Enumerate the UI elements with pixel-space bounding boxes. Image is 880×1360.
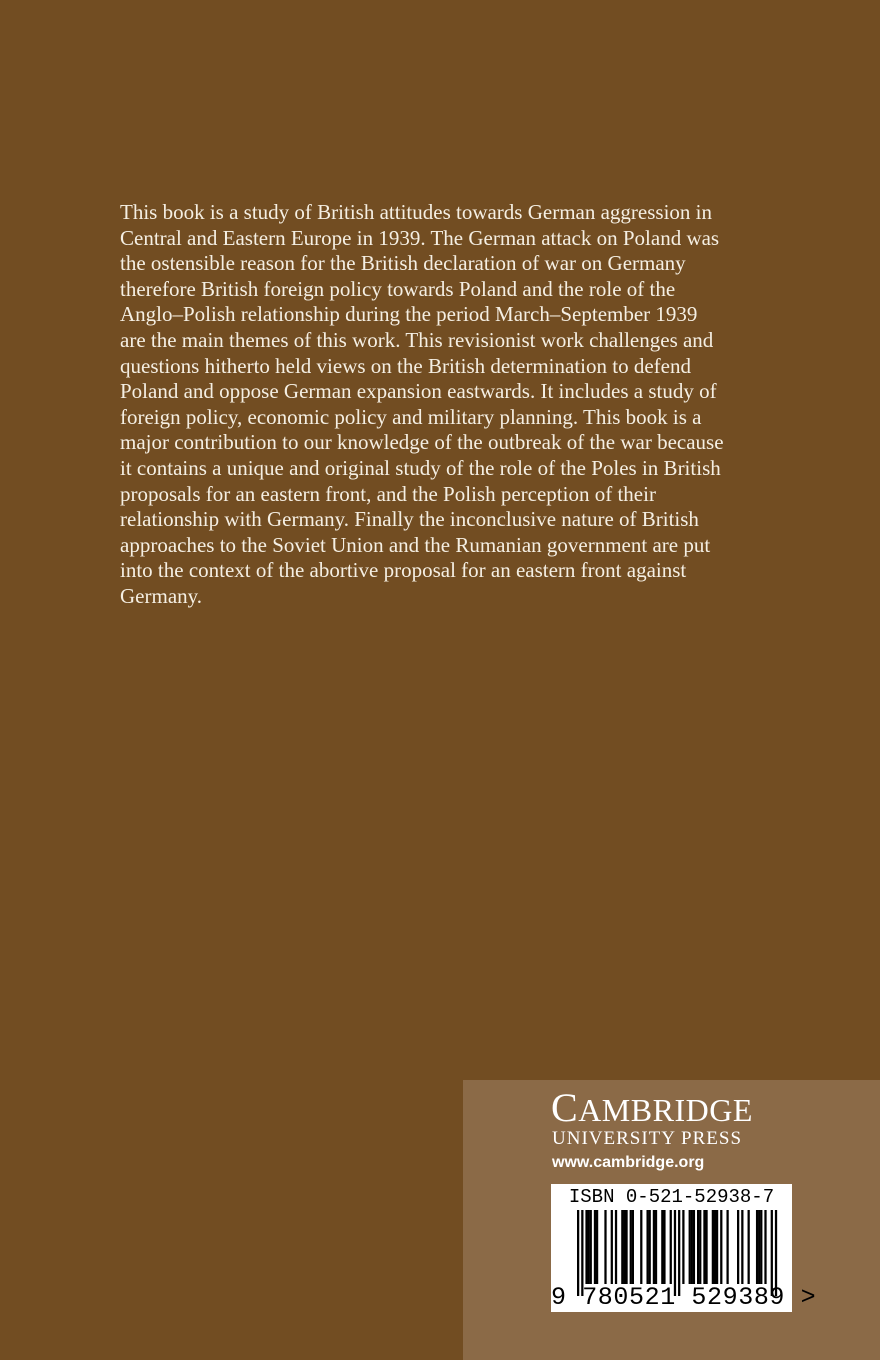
blurb-line: are the main themes of this work. This revisionist work challenges and: [120, 327, 714, 352]
barcode-bar: [604, 1210, 606, 1284]
barcode-bar: [699, 1210, 701, 1284]
barcode-bar: [594, 1210, 596, 1284]
blurb-line: foreign policy, economic policy and military planning. This book is a: [120, 404, 702, 429]
blurb-line: approaches to the Soviet Union and the Rumanian government are put: [120, 532, 711, 557]
blurb-line: This book is a study of British attitudes towards German aggression in: [120, 200, 713, 224]
blurb-line: relationship with Germany. Finally the inconclusive nature of British: [120, 507, 699, 532]
blurb-line: the ostensible reason for the British declaration of war on Germany: [120, 251, 686, 276]
barcode-bar: [748, 1210, 750, 1284]
barcode-bar: [670, 1210, 672, 1284]
blurb-line: into the context of the abortive proposal for an eastern front against: [120, 558, 687, 583]
barcode-bar: [585, 1210, 587, 1284]
barcode-bar: [646, 1210, 648, 1284]
barcode-bar: [640, 1210, 642, 1284]
blurb-line: therefore British foreign policy towards Poland and the role of the: [120, 276, 676, 301]
isbn-label: ISBN 0-521-52938-7: [568, 1186, 775, 1208]
barcode-bar: [630, 1210, 632, 1284]
barcode-bar: [712, 1210, 714, 1284]
barcode-bar: [682, 1210, 684, 1284]
barcode-bar: [716, 1210, 718, 1284]
barcode-bar: [621, 1210, 623, 1284]
barcode-bar: [655, 1210, 657, 1284]
barcode-bar: [588, 1210, 590, 1284]
barcode-bar: [764, 1210, 766, 1284]
barcode-bar: [590, 1210, 592, 1284]
blurb-line: it contains a unique and original study of the role of the Poles in British: [120, 455, 721, 480]
barcode-bar: [649, 1210, 651, 1284]
barcode-bar: [615, 1210, 617, 1284]
barcode-bar: [705, 1210, 707, 1284]
barcode-bar: [703, 1210, 705, 1284]
barcode-bar: [611, 1210, 613, 1284]
barcode-bar: [693, 1210, 695, 1284]
barcode-bar: [691, 1210, 693, 1284]
publisher-panel: [463, 1080, 880, 1360]
publisher-logo-name: [551, 1085, 753, 1130]
publisher-logo-initial: C: [551, 1085, 579, 1130]
barcode-bar: [689, 1210, 691, 1284]
barcode-bar: [760, 1210, 762, 1284]
blurb-line: Central and Eastern Europe in 1939. The German attack on Poland was: [120, 225, 720, 250]
barcode-bar: [758, 1210, 760, 1284]
isbn-barcode: [551, 1184, 817, 1312]
publisher-url: www.cambridge.org: [552, 1154, 705, 1171]
barcode-bar: [714, 1210, 716, 1284]
barcode-bar: [737, 1210, 739, 1284]
blurb-line: major contribution to our knowledge of the outbreak of the war because: [120, 430, 724, 455]
barcode-bar: [653, 1210, 655, 1284]
barcode-bar: [663, 1210, 665, 1284]
barcode-bar: [756, 1210, 758, 1284]
barcode-bar: [697, 1210, 699, 1284]
blurb-text: [120, 200, 770, 610]
blurb-line: Anglo–Polish relationship during the period March–September 1939: [120, 302, 698, 327]
barcode-bar: [623, 1210, 625, 1284]
blurb-line: questions hitherto held views on the British determination to defend: [120, 353, 691, 378]
blurb-line: Poland and oppose German expansion eastwards. It includes a study of: [120, 379, 717, 404]
publisher-logo-subname: UNIVERSITY PRESS: [552, 1128, 743, 1149]
blurb-line: proposals for an eastern front, and the Polish perception of their: [120, 481, 656, 506]
barcode-bar: [661, 1210, 663, 1284]
barcode-bar: [596, 1210, 598, 1284]
ean-digits: 9 780521 529389 >: [551, 1283, 817, 1312]
blurb-line: Germany.: [120, 583, 203, 608]
barcode-bar: [625, 1210, 627, 1284]
barcode-bar: [741, 1210, 743, 1284]
barcode-bar: [632, 1210, 634, 1284]
barcode-bar: [720, 1210, 722, 1284]
barcode-bar: [726, 1210, 728, 1284]
publisher-logo-rest: AMBRIDGE: [578, 1092, 753, 1128]
